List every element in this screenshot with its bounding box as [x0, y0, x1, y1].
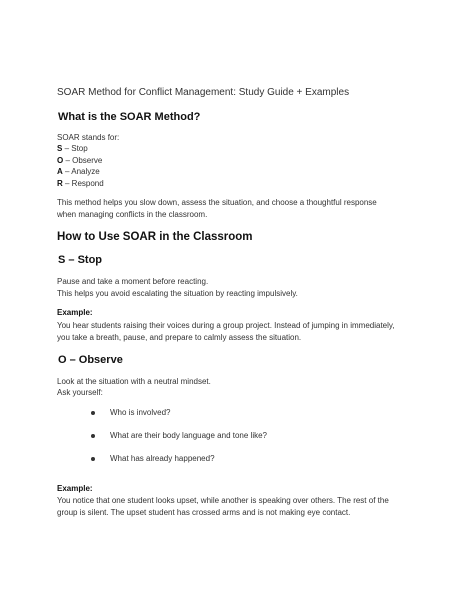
- heading-step-observe: O – Observe: [58, 354, 123, 366]
- example-text: You hear students raising their voices during a group project. Instead of jumping in immediately,: [57, 321, 395, 330]
- example-text: You notice that one student looks upset, while another is speaking over others. The rest of the: [57, 496, 389, 505]
- heading-how-to-use: How to Use SOAR in the Classroom: [57, 231, 253, 243]
- example-label: Example:: [57, 484, 93, 493]
- acronym-item: O – Observe: [57, 156, 103, 165]
- soar-description-line: when managing conflicts in the classroom.: [57, 210, 208, 219]
- acronym-item: R – Respond: [57, 179, 104, 188]
- bullet-icon: [91, 411, 95, 415]
- soar-description-line: This method helps you slow down, assess the situation, and choose a thoughtful response: [57, 198, 377, 207]
- example-label: Example:: [57, 308, 93, 317]
- question-item: What has already happened?: [110, 454, 215, 463]
- bullet-icon: [91, 434, 95, 438]
- soar-intro: SOAR stands for:: [57, 133, 120, 142]
- step-stop-text: This helps you avoid escalating the situation by reacting impulsively.: [57, 289, 298, 298]
- example-text: group is silent. The upset student has crossed arms and is not making eye contact.: [57, 508, 351, 517]
- acronym-item: S – Stop: [57, 144, 88, 153]
- step-stop-text: Pause and take a moment before reacting.: [57, 277, 209, 286]
- question-item: What are their body language and tone like?: [110, 431, 267, 440]
- document-title: SOAR Method for Conflict Management: Study Guide + Examples: [57, 87, 350, 98]
- step-observe-text: Ask yourself:: [57, 388, 103, 397]
- question-item: Who is involved?: [110, 408, 171, 417]
- heading-what-is-soar: What is the SOAR Method?: [58, 111, 201, 123]
- acronym-item: A – Analyze: [57, 167, 100, 176]
- example-text: you take a breath, pause, and prepare to calmly assess the situation.: [57, 333, 302, 342]
- bullet-icon: [91, 457, 95, 461]
- heading-step-stop: S – Stop: [58, 254, 103, 266]
- step-observe-text: Look at the situation with a neutral mindset.: [57, 377, 211, 386]
